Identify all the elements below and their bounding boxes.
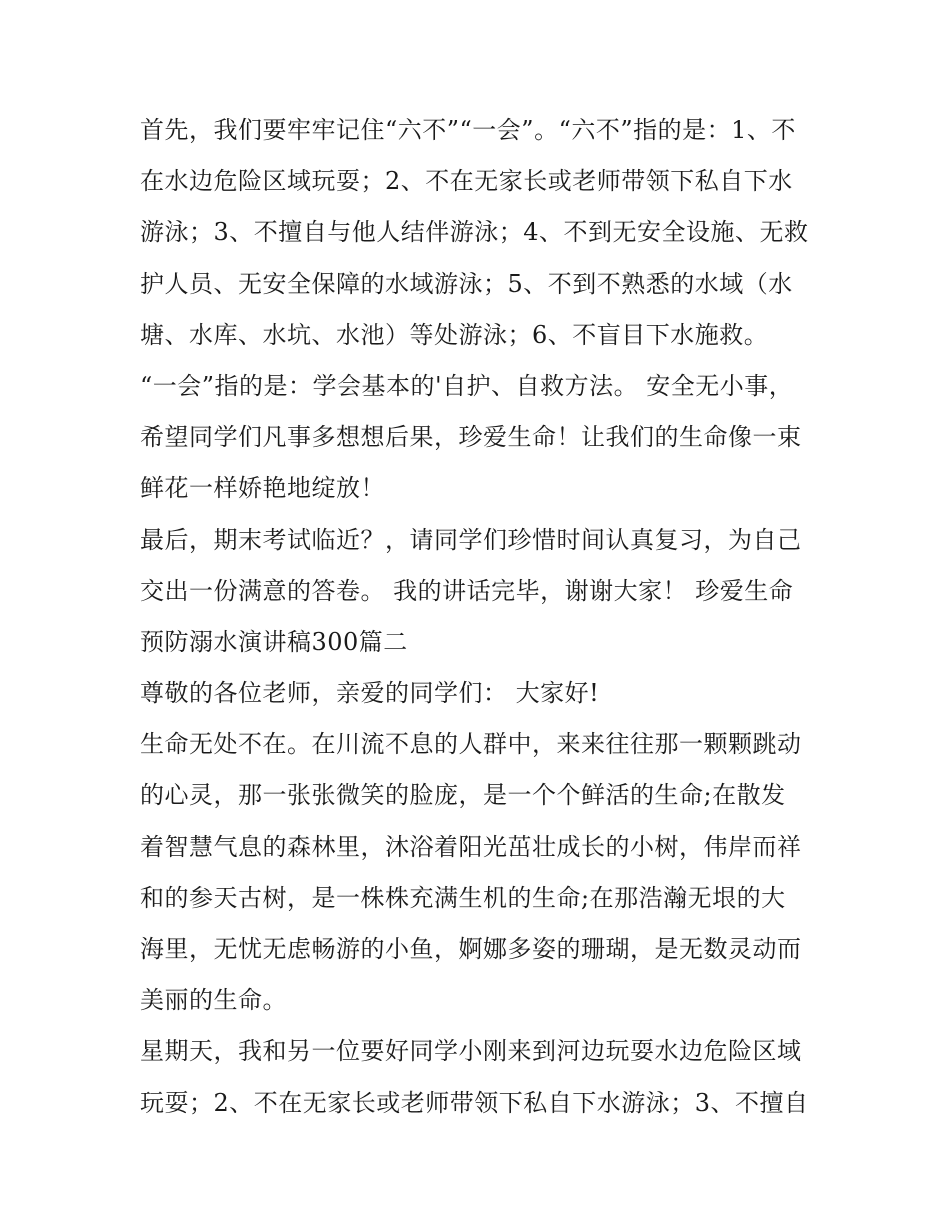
- text-line: 的心灵，那一张张微笑的脸庞，是一个个鲜活的生命;在散发: [140, 781, 786, 810]
- text-line: 在水边危险区域玩耍；2、不在无家长或老师带领下私自下水: [140, 167, 793, 196]
- text-line: 美丽的生命。: [140, 986, 287, 1015]
- text-line: 塘、水库、水坑、水池）等处游泳；6、不盲目下水施救。: [140, 320, 769, 349]
- text-line: 交出一份满意的答卷。 我的讲话完毕，谢谢大家！ 珍爱生命: [140, 576, 794, 605]
- text-line: 着智慧气息的森林里，沐浴着阳光茁壮成长的小树，伟岸而祥: [140, 832, 802, 861]
- section-title: 预防溺水演讲稿300篇二: [140, 627, 408, 656]
- text-line: 游泳；3、不擅自与他人结伴游泳；4、不到无安全设施、无救: [140, 218, 809, 247]
- salutation: 尊敬的各位老师，亲爱的同学们： 大家好!: [140, 679, 600, 708]
- text-line: 希望同学们凡事多想想后果，珍爱生命！让我们的生命像一束: [140, 423, 802, 452]
- text-line: 最后，期末考试临近？，请同学们珍惜时间认真复习，为自己: [140, 525, 802, 554]
- text-line: 星期天，我和另一位要好同学小刚来到河边玩耍水边危险区域: [140, 1037, 802, 1066]
- text-line: 护人员、无安全保障的水域游泳；5、不到不熟悉的水域（水: [140, 269, 793, 298]
- text-line: 和的参天古树，是一株株充满生机的生命;在那浩瀚无垠的大: [140, 883, 786, 912]
- document-body: [140, 105, 820, 1129]
- text-line: 玩耍；2、不在无家长或老师带领下私自下水游泳；3、不擅自: [140, 1088, 809, 1117]
- text-line: 鲜花一样娇艳地绽放！: [140, 474, 385, 503]
- text-line: 首先，我们要牢牢记住“六不”“一会”。“六不”指的是：1、不: [140, 116, 796, 144]
- text-line: 海里，无忧无虑畅游的小鱼，婀娜多姿的珊瑚，是无数灵动而: [140, 935, 802, 963]
- text-line: “一会”指的是：学会基本的'自护、自救方法。 安全无小事，: [140, 371, 794, 400]
- text-line: 生命无处不在。在川流不息的人群中，来来往往那一颗颗跳动: [140, 730, 802, 759]
